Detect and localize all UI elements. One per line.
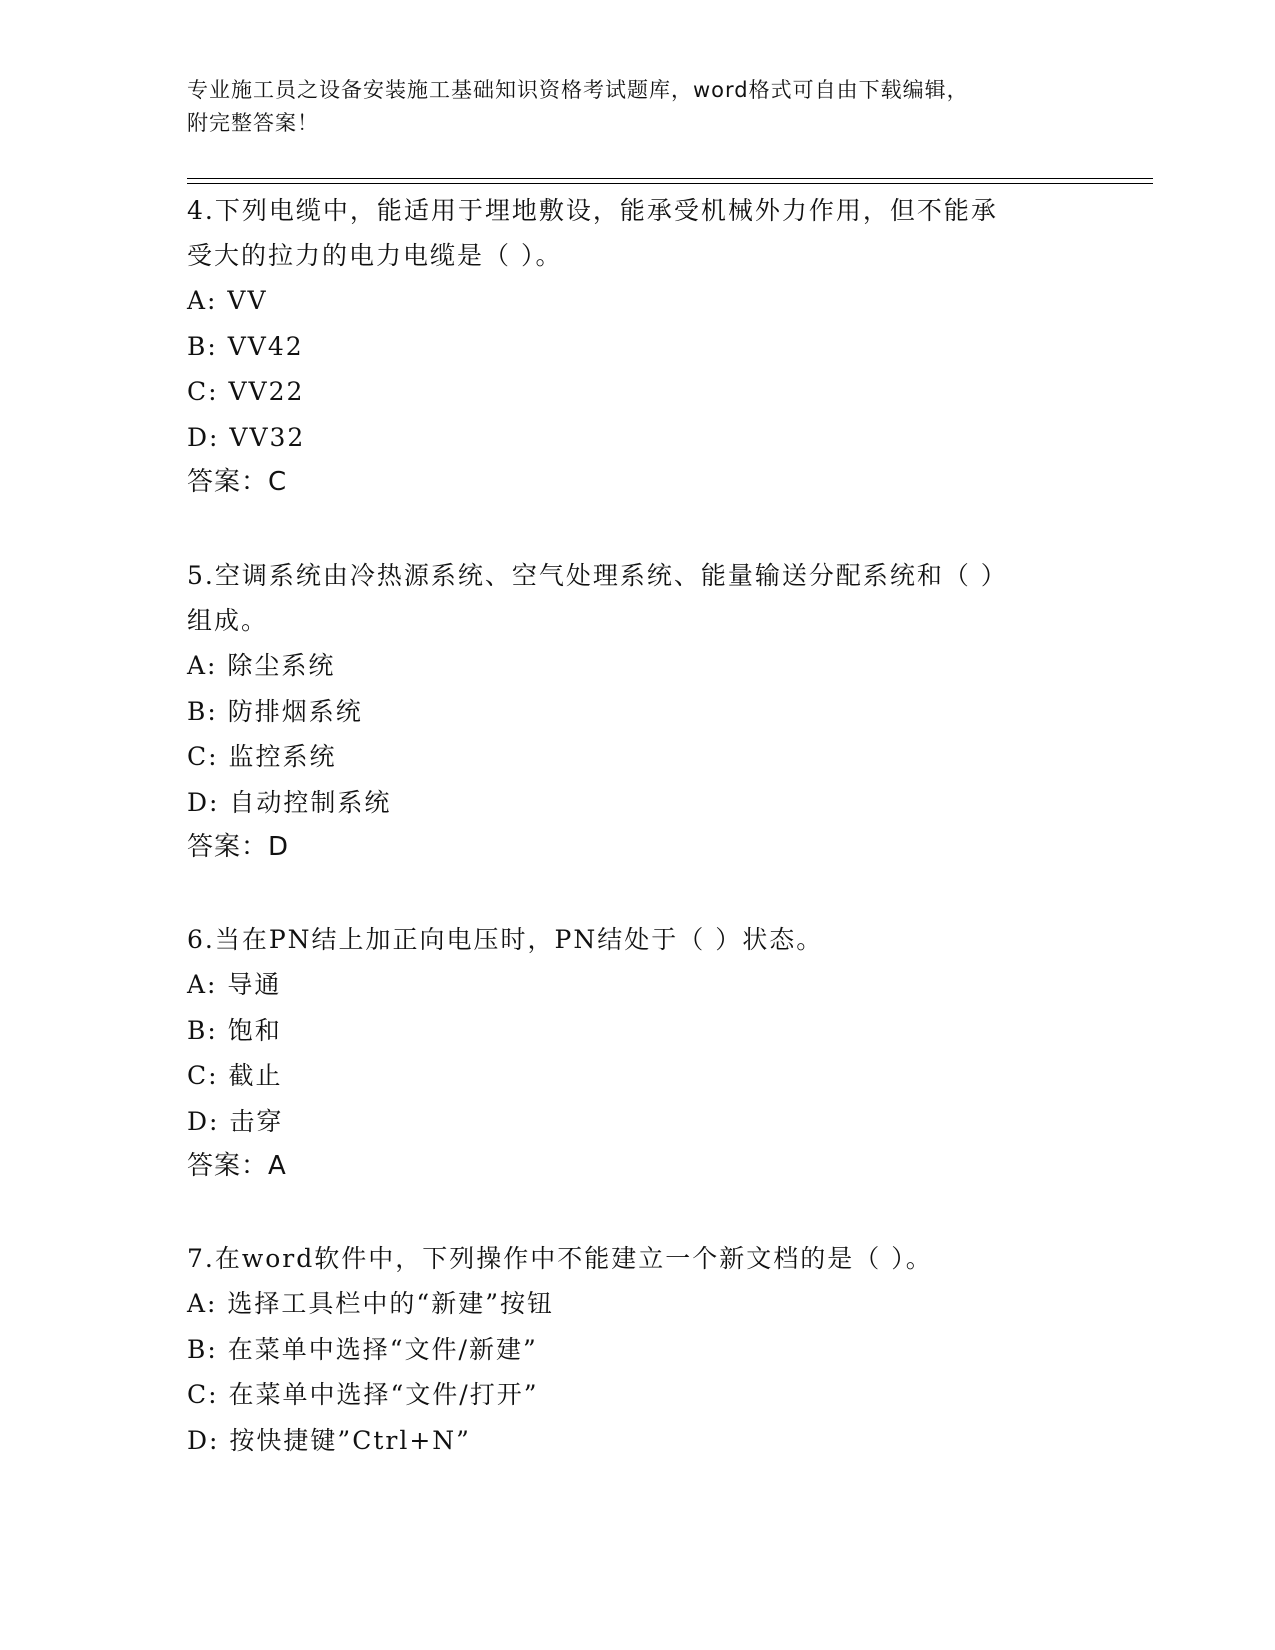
option-b: B: VV42 <box>187 331 304 361</box>
option-c: C: 在菜单中选择“文件/打开” <box>187 1380 539 1409</box>
question-7 <box>187 1236 1067 1463</box>
option-d: D: 按快捷键”Ctrl+N” <box>187 1425 471 1455</box>
option-b: B: 在菜单中选择“文件/新建” <box>187 1334 538 1364</box>
answer-line: 答案：D <box>187 832 290 862</box>
option-c: C: VV22 <box>187 377 305 406</box>
answer-line: 答案：C <box>187 467 288 497</box>
answer-line: 答案：A <box>187 1151 287 1181</box>
document-header <box>187 74 1087 140</box>
option-d: D: VV32 <box>187 422 306 452</box>
question-6 <box>187 917 1067 1189</box>
question-4 <box>187 188 1067 505</box>
header-line-1: 专业施工员之设备安装施工基础知识资格考试题库，word格式可自由下载编辑， <box>187 78 969 102</box>
option-b: B: 饱和 <box>187 1015 282 1045</box>
option-a: A: 选择工具栏中的“新建”按钮 <box>187 1289 554 1318</box>
question-stem-line: 5.空调系统由冷热源系统、空气处理系统、能量输送分配系统和（ ） <box>187 561 1008 590</box>
option-b: B: 防排烟系统 <box>187 696 363 726</box>
option-c: C: 截止 <box>187 1061 283 1090</box>
option-d: D: 击穿 <box>187 1106 284 1136</box>
question-5 <box>187 553 1067 870</box>
question-stem-line: 4.下列电缆中，能适用于埋地敷设，能承受机械外力作用，但不能承 <box>187 196 998 225</box>
question-stem-line: 受大的拉力的电力电缆是（ ）。 <box>187 241 563 270</box>
question-stem-line: 组成。 <box>187 606 269 635</box>
header-line-2: 附完整答案！ <box>187 111 319 135</box>
header-divider-bottom <box>187 183 1153 184</box>
option-a: A: 导通 <box>187 970 282 999</box>
option-d: D: 自动控制系统 <box>187 787 392 817</box>
question-stem-line: 7.在word软件中，下列操作中不能建立一个新文档的是（ ）。 <box>187 1244 933 1273</box>
option-a: A: 除尘系统 <box>187 651 336 680</box>
option-c: C: 监控系统 <box>187 742 337 771</box>
option-a: A: VV <box>187 286 268 315</box>
header-divider-top <box>187 178 1153 179</box>
question-stem-line: 6.当在PN结上加正向电压时，PN结处于（ ）状态。 <box>187 925 824 954</box>
